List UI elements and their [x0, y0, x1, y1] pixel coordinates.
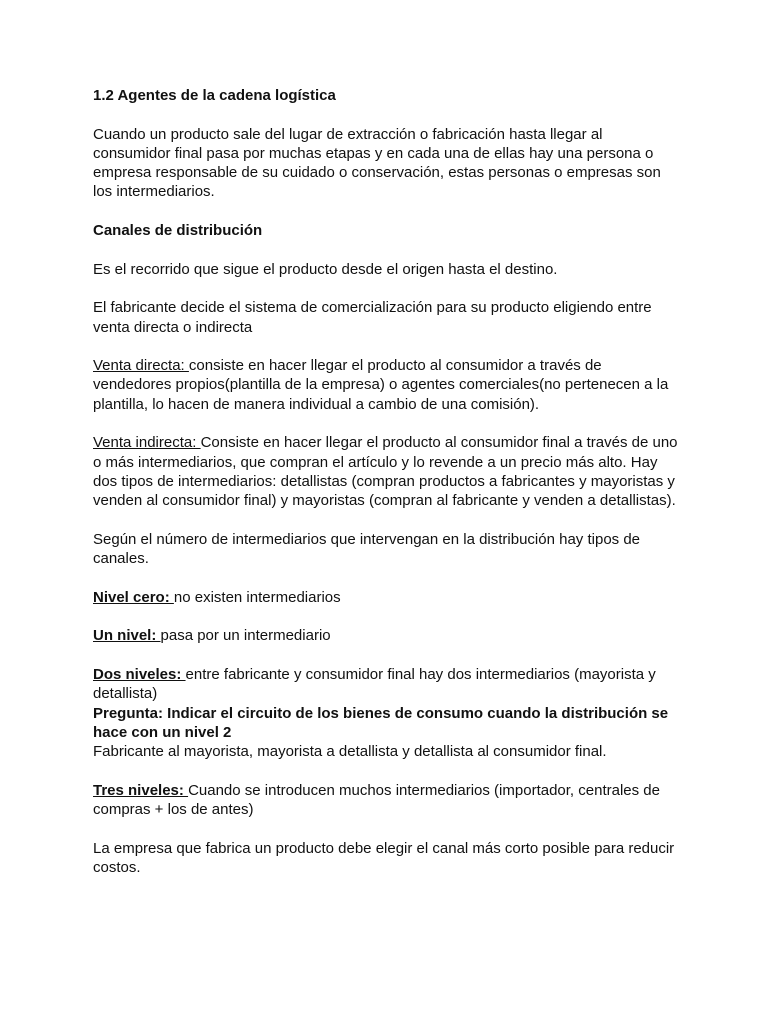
level-two-paragraph [93, 665, 683, 704]
level-zero-text: no existen intermediarios [173, 588, 341, 606]
level-two-text: entre fabricante y consumidor final hay dos intermediarios (mayorista y detallista) [93, 665, 656, 703]
system-paragraph: El fabricante decide el sistema de comercialización para su producto eligiendo entre venta directa o indirecta [93, 299, 652, 336]
conclusion-paragraph: La empresa que fabrica un producto debe elegir el canal más corto posible para reducir costos. [93, 839, 675, 876]
level-one-text: pasa por un intermediario [160, 627, 331, 645]
intro-paragraph: Cuando un producto sale del lugar de extracción o fabricación hasta llegar al consumidor final pasa por muchas etapas y en cada una de ellas hay una persona o empresa responsable de su cuidado o conservación, estas personas o empresas son los intermediarios. [93, 125, 661, 201]
indirect-sale-paragraph [93, 433, 683, 510]
level-two-term: Dos niveles: [93, 665, 186, 683]
indirect-sale-term: Venta indirecta: [93, 434, 201, 452]
level-one-term: Un nivel: [93, 627, 161, 645]
level-three-term: Tres niveles: [93, 781, 189, 799]
question-paragraph: Pregunta: Indicar el circuito de los bienes de consumo cuando la distribución se hace con un nivel 2 [93, 704, 669, 741]
subheading-canales: Canales de distribución [93, 222, 263, 240]
level-three-paragraph [93, 781, 683, 820]
direct-sale-paragraph [93, 356, 683, 414]
indirect-sale-text: Consiste en hacer llegar el producto al consumidor final a través de uno o más intermediarios, que compran el artículo y lo revende a un precio más alto. Hay dos tipos de intermediarios: detallistas (compran productos a fabricantes y mayoristas y venden al consumidor final) y mayoristas (compran al fabricante y venden a detallistas). [93, 434, 678, 510]
level-zero-term: Nivel cero: [93, 588, 174, 606]
level-three-text: Cuando se introducen muchos intermediarios (importador, centrales de compras + los de antes) [93, 781, 660, 818]
level-zero-paragraph [93, 588, 683, 607]
direct-sale-text: consiste en hacer llegar el producto al consumidor a través de vendedores propios(plantilla de la empresa) o agentes comerciales(no pertenecen a la plantilla, lo hacen de manera individual a cambio de una comisión). [93, 357, 669, 413]
level-one-paragraph [93, 626, 683, 645]
answer-paragraph: Fabricante al mayorista, mayorista a detallista y detallista al consumidor final. [93, 743, 607, 761]
section-heading: 1.2 Agentes de la cadena logística [93, 87, 336, 104]
direct-sale-term: Venta directa: [93, 357, 189, 375]
definition-paragraph: Es el recorrido que sigue el producto desde el origen hasta el destino. [93, 260, 558, 278]
channels-intro-paragraph: Según el número de intermediarios que intervengan en la distribución hay tipos de canales. [93, 530, 641, 568]
document-page [93, 86, 683, 896]
